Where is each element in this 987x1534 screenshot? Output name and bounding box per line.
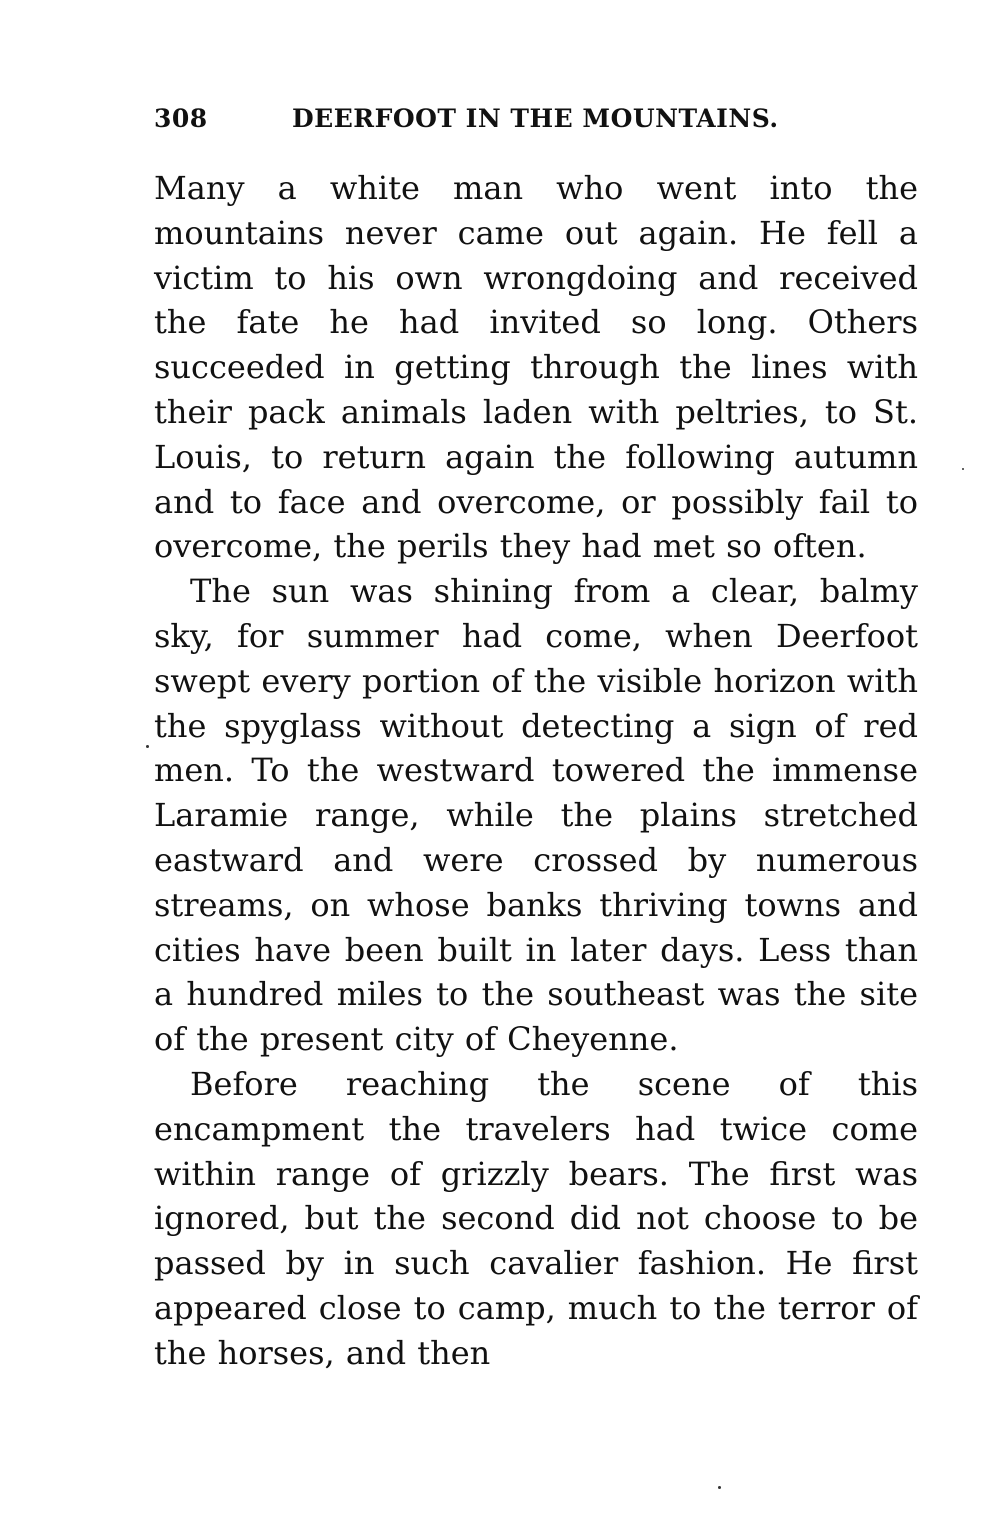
scan-speck [962, 468, 964, 470]
running-title: DEERFOOT IN THE MOUNTAINS. [292, 104, 779, 133]
scan-speck [718, 1486, 721, 1489]
scan-speck [146, 745, 149, 748]
paragraph-1: Many a white man who went into the mountains never came out again. He fell a victim to his own wrongdoing and received the fate he had invited so long. Others succeeded in getting through the lines with their pack animals laden with peltries, to St. Louis, to return again the following autumn and to face and overcome, or possibly fail to overcome, the perils they had met so often. [154, 169, 918, 566]
page-number: 308 [154, 104, 208, 133]
body-text [154, 166, 918, 1376]
paragraph-3: Before reaching the scene of this encampment the travelers had twice come within range of grizzly bears. The first was ignored, but the second did not choose to be passed by in such cavalier fashion. He first appeared close to camp, much to the terror of the horses, and then [154, 1064, 918, 1372]
paragraph-2: The sun was shining from a clear, balmy sky, for summer had come, when Deerfoot swept every portion of the visible horizon with the spyglass without detecting a sign of red men. To the westward towered the immense Laramie range, while the plains stretched eastward and were crossed by numerous streams, on whose banks thriving towns and cities have been built in later days. Less than a hundred miles to the southeast was the site of the present city of Cheyenne. [154, 572, 918, 1059]
page-header [154, 104, 914, 140]
